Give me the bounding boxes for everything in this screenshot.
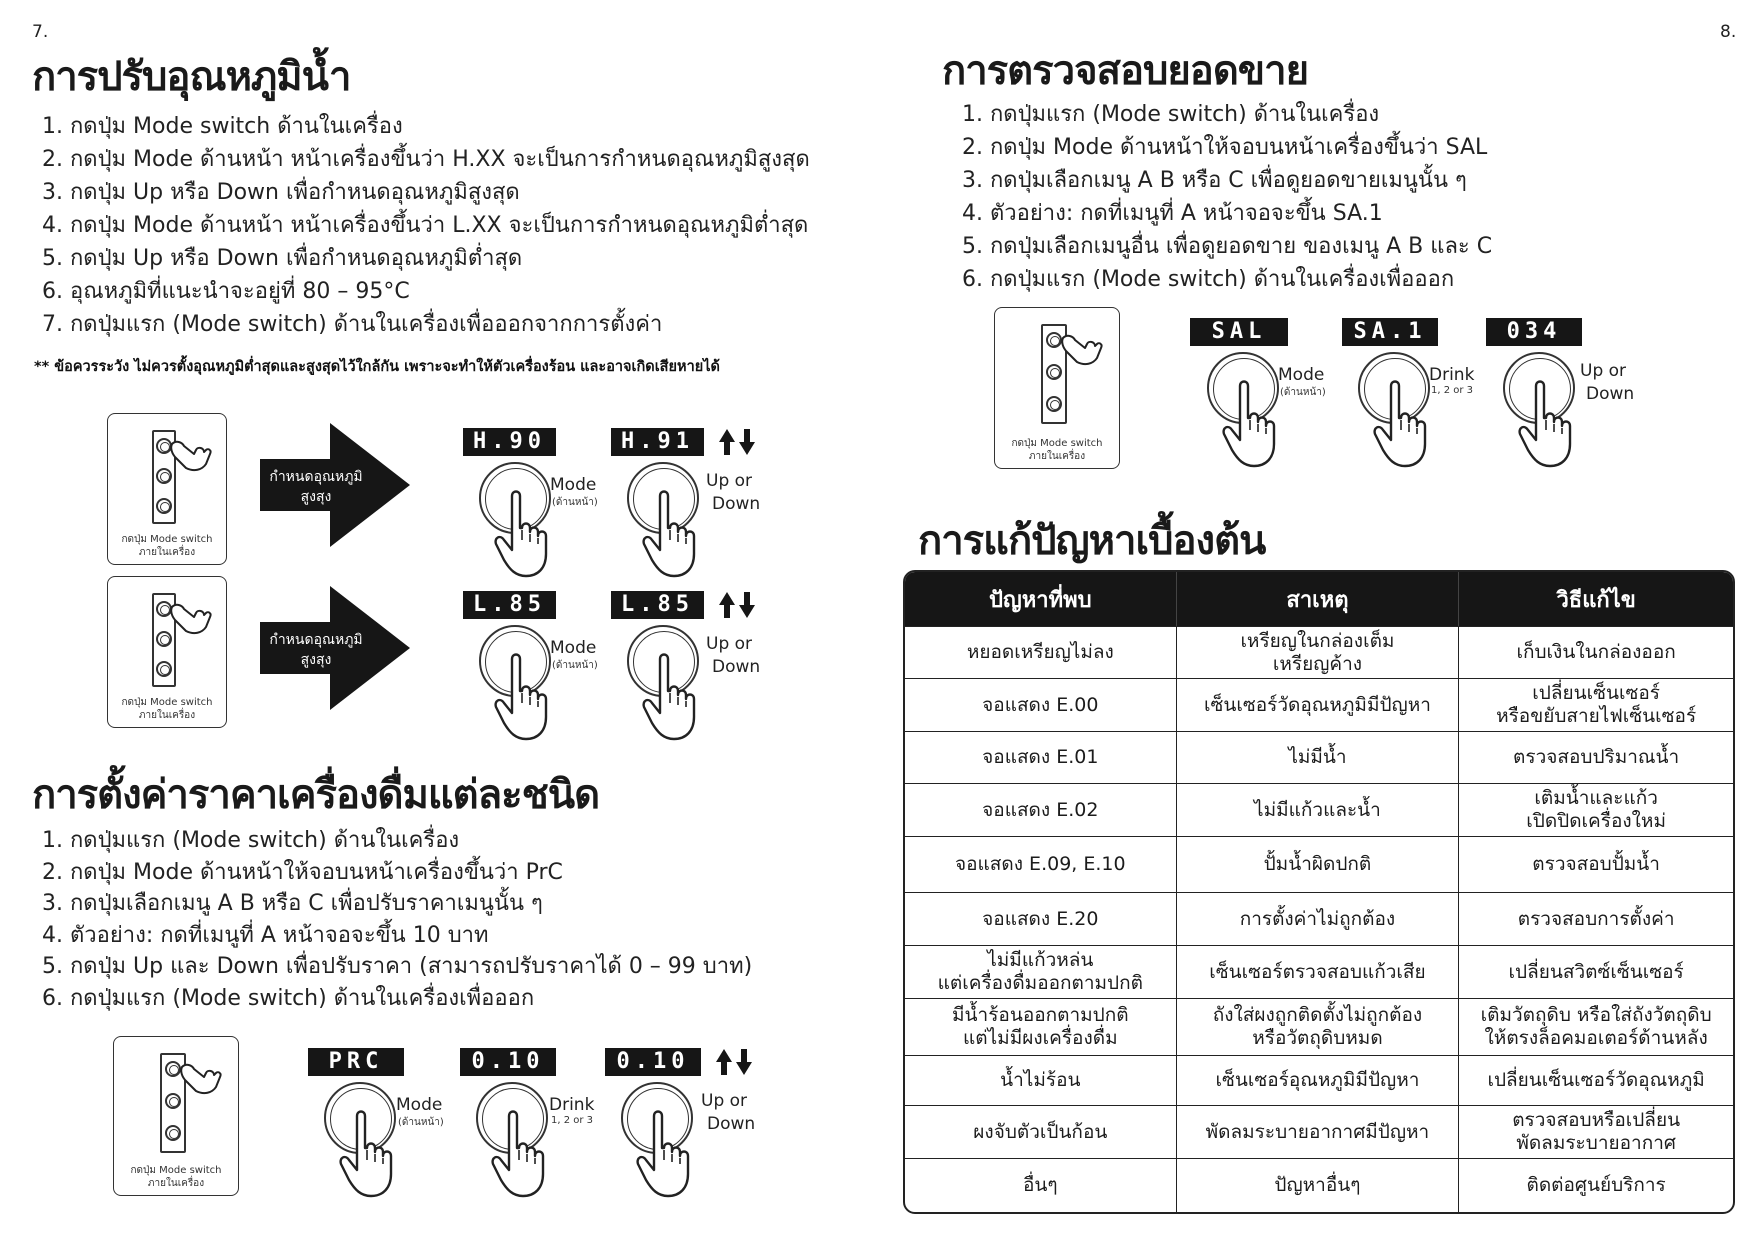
table-cell: การตั้งค่าไม่ถูกต้อง: [1176, 892, 1459, 945]
hand-tap-icon: [1516, 378, 1586, 470]
list-item: 1. กดปุ่มแรก (Mode switch) ด้านในเครื่อง: [42, 828, 460, 853]
temp-low-arrow: [260, 586, 410, 710]
device-caption: กดปุ่ม Mode switch ภายในเครื่อง: [130, 1165, 222, 1189]
list-item: 2. กดปุ่ม Mode ด้านหน้า หน้าเครื่องขึ้นว่า H.XX จะเป็นการกำหนดอุณหภูมิสูงสุด: [42, 147, 810, 172]
mode-label: Mode: [1278, 365, 1325, 385]
hand-press-icon: [166, 436, 212, 472]
list-item: 3. กดปุ่ม Up หรือ Down เพื่อกำหนดอุณหภูมิสูงสุด: [42, 180, 520, 205]
table-cell: ผงจับตัวเป็นก้อน: [905, 1105, 1176, 1158]
table-cell: เหรียญในกล่องเต็ม เหรียญค้าง: [1176, 626, 1459, 678]
list-item: 4. ตัวอย่าง: กดที่เมนูที่ A หน้าจอจะขึ้น 10 บาท: [42, 922, 489, 948]
up-or-label: Up or: [706, 634, 753, 654]
lcd-display: 0.10: [605, 1048, 701, 1076]
hand-tap-icon: [634, 1108, 704, 1200]
table-row: [905, 1105, 1733, 1158]
list-item: 5. กดปุ่ม Up และ Down เพื่อปรับราคา (สามารถปรับราคาได้ 0 – 99 บาท): [42, 954, 753, 979]
troubleshoot-table-body: [905, 626, 1733, 1212]
price-section-title: การตั้งค่าราคาเครื่องดื่มแต่ละชนิด: [32, 772, 600, 818]
table-header: ปัญหาที่พบ: [905, 572, 1176, 626]
table-cell: ไม่มีแก้วหล่น แต่เครื่องดื่มออกตามปกติ: [905, 945, 1176, 998]
page-number-right: 8.: [1720, 22, 1737, 42]
list-item: 7. กดปุ่มแรก (Mode switch) ด้านในเครื่องเพื่อออกจากการตั้งค่า: [42, 312, 663, 337]
table-cell: เติมวัตถุดิบ หรือใส่ถังวัตถุดิบ ให้ตรงล็อคมอเตอร์ด้านหลัง: [1458, 998, 1733, 1055]
table-row: [905, 998, 1733, 1055]
table-cell: ไม่มีแก้วและน้ำ: [1176, 783, 1459, 836]
lcd-display: H.90: [463, 428, 556, 456]
table-row: [905, 836, 1733, 892]
table-cell: ตรวจสอบปริมาณน้ำ: [1458, 731, 1733, 783]
hand-tap-icon: [489, 1108, 559, 1200]
down-label: Down: [712, 494, 761, 514]
table-row: [905, 678, 1733, 731]
table-cell: จอแสดง E.02: [905, 783, 1176, 836]
hand-press-icon: [176, 1059, 222, 1095]
table-cell: เซ็นเซอร์วัดอุณหภูมิมีปัญหา: [1176, 678, 1459, 731]
up-or-label: Up or: [706, 471, 753, 491]
table-row: [905, 783, 1733, 836]
list-item: 4. กดปุ่ม Mode ด้านหน้า หน้าเครื่องขึ้นว่า L.XX จะเป็นการกำหนดอุณหภูมิต่ำสุด: [42, 213, 809, 238]
sales-section-title: การตรวจสอบยอดขาย: [942, 48, 1309, 94]
hand-press-icon: [1057, 330, 1103, 366]
table-cell: จอแสดง E.20: [905, 892, 1176, 945]
up-or-label: Up or: [1580, 361, 1627, 381]
drink-label: Drink: [1429, 365, 1475, 385]
list-item: 2. กดปุ่ม Mode ด้านหน้าให้จอบนหน้าเครื่องขึ้นว่า SAL: [962, 135, 1488, 160]
mode-sub-label: (ด้านหน้า): [552, 497, 598, 508]
table-cell: ตรวจสอบการตั้งค่า: [1458, 892, 1733, 945]
page-number-left: 7.: [32, 22, 49, 42]
table-row: [905, 1158, 1733, 1212]
list-item: 6. กดปุ่มแรก (Mode switch) ด้านในเครื่องเพื่อออก: [42, 985, 535, 1011]
list-item: 1. กดปุ่ม Mode switch ด้านในเครื่อง: [42, 114, 403, 139]
lcd-display: 034: [1486, 318, 1582, 346]
table-cell: จอแสดง E.01: [905, 731, 1176, 783]
down-label: Down: [1586, 384, 1635, 404]
machine-device-illustration: [113, 1036, 239, 1196]
device-caption: กดปุ่ม Mode switch ภายในเครื่อง: [121, 534, 213, 558]
drink-sub-label: 1, 2 or 3: [551, 1115, 594, 1126]
table-cell: ปั้มน้ำผิดปกติ: [1176, 836, 1459, 892]
table-row: [905, 1055, 1733, 1105]
table-cell: เติมน้ำและแก้ว เปิดปิดเครื่องใหม่: [1458, 783, 1733, 836]
table-cell: ติดต่อศูนย์บริการ: [1458, 1158, 1733, 1212]
table-cell: จอแสดง E.09, E.10: [905, 836, 1176, 892]
temp-high-arrow: [260, 423, 410, 547]
mode-sub-label: (ด้านหน้า): [1280, 387, 1326, 398]
lcd-display: 0.10: [460, 1048, 556, 1076]
list-item: 4. ตัวอย่าง: กดที่เมนูที่ A หน้าจอจะขึ้น SA.1: [962, 201, 1383, 226]
table-cell: เปลี่ยนสวิตซ์เซ็นเซอร์: [1458, 945, 1733, 998]
hand-tap-icon: [337, 1108, 407, 1200]
up-down-arrows-icon: [716, 428, 758, 456]
arrow-label: กำหนดอุณหภูมิ สูงสุง: [269, 469, 363, 505]
table-cell: ถังใส่ผงถูกติดตั้งไม่ถูกต้อง หรือวัตถุดิบหมด: [1176, 998, 1459, 1055]
lcd-display: L.85: [611, 591, 704, 619]
mode-label: Mode: [550, 475, 597, 495]
table-cell: ตรวจสอบหรือเปลี่ยน พัดลมระบายอากาศ: [1458, 1105, 1733, 1158]
table-cell: ปัญหาอื่นๆ: [1176, 1158, 1459, 1212]
table-cell: น้ำไม่ร้อน: [905, 1055, 1176, 1105]
down-label: Down: [712, 657, 761, 677]
table-cell: เปลี่ยนเซ็นเซอร์วัดอุณหภูมิ: [1458, 1055, 1733, 1105]
mode-sub-label: (ด้านหน้า): [398, 1117, 444, 1128]
up-down-arrows-icon: [716, 591, 758, 619]
lcd-display: SAL: [1190, 318, 1288, 346]
temp-steps-list: [42, 110, 810, 341]
table-cell: อื่นๆ: [905, 1158, 1176, 1212]
table-cell: เซ็นเซอร์ตรวจสอบแก้วเสีย: [1176, 945, 1459, 998]
table-cell: หยอดเหรียญไม่ลง: [905, 626, 1176, 678]
table-cell: มีน้ำร้อนออกตามปกติ แต่ไม่มีผงเครื่องดื่ม: [905, 998, 1176, 1055]
list-item: 3. กดปุ่มเลือกเมนู A B หรือ C เพื่อปรับราคาเมนูนั้น ๆ: [42, 891, 543, 916]
list-item: 5. กดปุ่ม Up หรือ Down เพื่อกำหนดอุณหภูมิต่ำสุด: [42, 246, 523, 271]
hand-tap-icon: [640, 488, 710, 580]
drink-label: Drink: [549, 1095, 595, 1115]
up-down-arrows-icon: [713, 1048, 755, 1076]
table-cell: พัดลมระบายอากาศมีปัญหา: [1176, 1105, 1459, 1158]
table-cell: เซ็นเซอร์อุณหภูมิมีปัญหา: [1176, 1055, 1459, 1105]
mode-label: Mode: [550, 638, 597, 658]
drink-sub-label: 1, 2 or 3: [1431, 385, 1474, 396]
up-or-label: Up or: [701, 1091, 748, 1111]
list-item: 1. กดปุ่มแรก (Mode switch) ด้านในเครื่อง: [962, 102, 1380, 127]
hand-press-icon: [166, 599, 212, 635]
table-header: วิธีแก้ไข: [1458, 572, 1733, 626]
table-row: [905, 945, 1733, 998]
lcd-display: H.91: [611, 428, 704, 456]
list-item: 6. กดปุ่มแรก (Mode switch) ด้านในเครื่องเพื่อออก: [962, 267, 1455, 292]
lcd-display: PRC: [308, 1048, 404, 1076]
lcd-display: SA.1: [1342, 318, 1438, 346]
troubleshoot-title: การแก้ปัญหาเบื้องต้น: [918, 518, 1266, 564]
mode-label: Mode: [396, 1095, 443, 1115]
down-label: Down: [707, 1114, 756, 1134]
table-cell: เก็บเงินในกล่องออก: [1458, 626, 1733, 678]
temp-warning: ** ข้อควรระวัง ไม่ควรตั้งอุณหภูมิต่ำสุดและสูงสุดไว้ใกล้กัน เพราะจะทำให้ตัวเครื่องร้อน และอาจเกิดเสียหายได้: [34, 359, 720, 375]
hand-tap-icon: [640, 651, 710, 743]
price-steps-list: [42, 825, 752, 1014]
temp-section-title: การปรับอุณหภูมิน้ำ: [32, 54, 351, 100]
list-item: 6. อุณหภูมิที่แนะนำจะอยู่ที่ 80 – 95°C: [42, 279, 410, 304]
table-cell: ตรวจสอบปั้มน้ำ: [1458, 836, 1733, 892]
device-caption: กดปุ่ม Mode switch ภายในเครื่อง: [1011, 438, 1103, 462]
machine-device-illustration: [107, 576, 227, 728]
mode-sub-label: (ด้านหน้า): [552, 660, 598, 671]
table-cell: เปลี่ยนเซ็นเซอร์ หรือขยับสายไฟเซ็นเซอร์: [1458, 678, 1733, 731]
list-item: 2. กดปุ่ม Mode ด้านหน้าให้จอบนหน้าเครื่องขึ้นว่า PrC: [42, 859, 563, 885]
machine-device-illustration: [994, 307, 1120, 469]
list-item: 5. กดปุ่มเลือกเมนูอื่น เพื่อดูยอดขาย ของเมนู A B และ C: [962, 234, 1493, 259]
machine-device-illustration: [107, 413, 227, 565]
sales-steps-list: [962, 98, 1492, 296]
troubleshoot-table: [903, 570, 1735, 1214]
lcd-display: L.85: [463, 591, 556, 619]
table-row: [905, 626, 1733, 678]
arrow-label: กำหนดอุณหภูมิ สูงสุง: [269, 632, 363, 668]
table-cell: ไม่มีน้ำ: [1176, 731, 1459, 783]
table-row: [905, 731, 1733, 783]
table-row: [905, 892, 1733, 945]
device-caption: กดปุ่ม Mode switch ภายในเครื่อง: [121, 697, 213, 721]
list-item: 3. กดปุ่มเลือกเมนู A B หรือ C เพื่อดูยอดขายเมนูนั้น ๆ: [962, 168, 1467, 193]
table-cell: จอแสดง E.00: [905, 678, 1176, 731]
table-header: สาเหตุ: [1176, 572, 1459, 626]
